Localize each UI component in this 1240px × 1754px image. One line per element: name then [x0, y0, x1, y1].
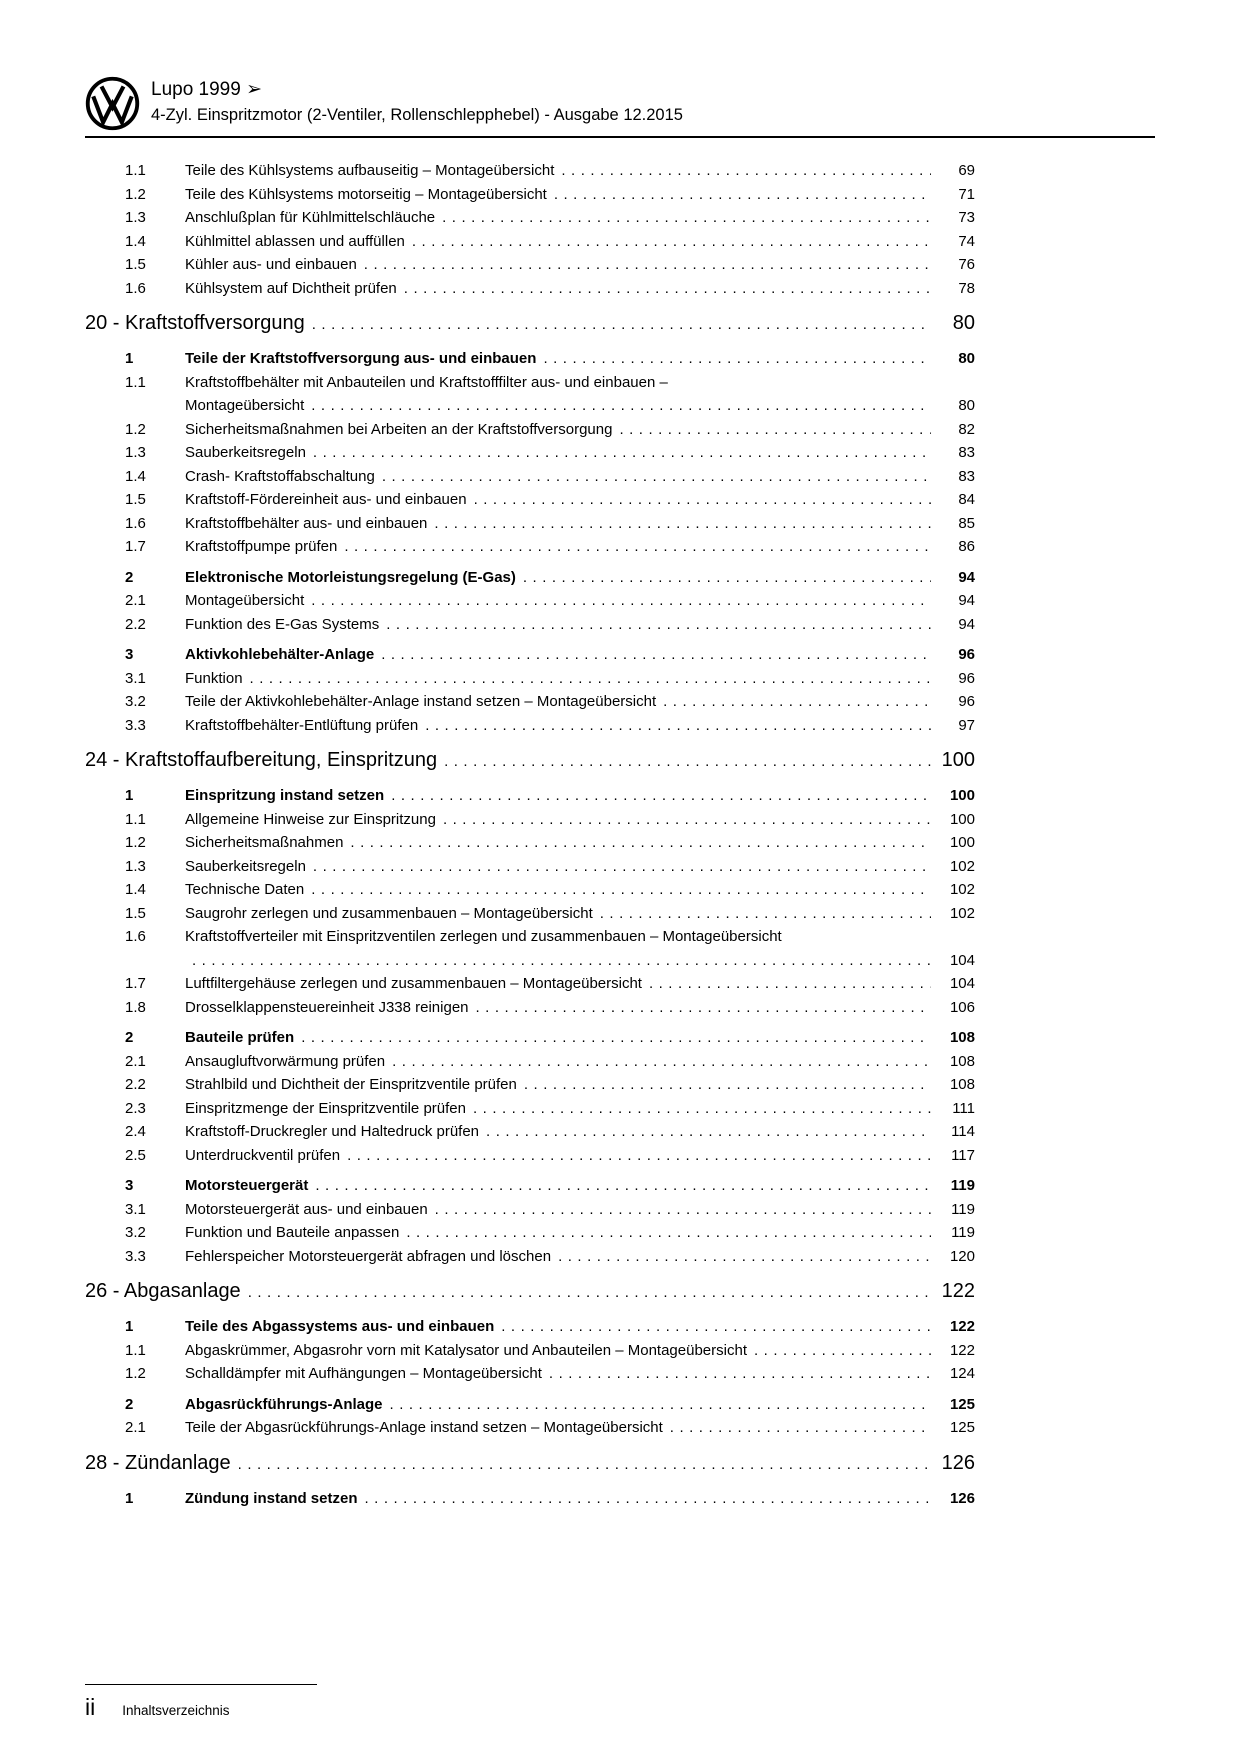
dot-leader: [435, 1198, 931, 1222]
dot-leader: [311, 589, 931, 613]
dot-leader: [392, 1050, 931, 1074]
entry-title: Teile des Kühlsystems motorseitig – Montageübersicht: [185, 185, 547, 203]
entry-page-number: 102: [949, 881, 975, 898]
entry-page-number: 120: [949, 1247, 975, 1265]
toc-entry: [85, 347, 975, 371]
dot-leader: [406, 1221, 931, 1245]
entry-title: Sauberkeitsregeln: [185, 857, 306, 875]
dot-leader: [473, 1097, 931, 1121]
entry-page-number: 102: [949, 857, 975, 875]
entry-number: 1.2: [125, 420, 146, 438]
entry-page-number: 108: [949, 1052, 975, 1070]
entry-title: Bauteile prüfen: [185, 1029, 295, 1046]
entry-number: 1.2: [125, 185, 146, 203]
entry-title: Kühlsystem auf Dichtheit prüfen: [185, 279, 397, 297]
toc-entry: [85, 371, 975, 418]
document-subtitle: 4-Zyl. Einspritzmotor (2-Ventiler, Rollenschlepphebel) - Ausgabe 12.2015: [151, 106, 683, 124]
entry-title: Teile der Abgasrückführungs-Anlage instand setzen – Montageübersicht: [185, 1419, 663, 1436]
entry-page-number: 125: [949, 1419, 975, 1436]
header-text-block: [151, 76, 683, 128]
toc-entry: [85, 878, 975, 902]
entry-title: Schalldämpfer mit Aufhängungen – Montageübersicht: [185, 1365, 542, 1382]
entry-title: Teile des Abgassystems aus- und einbauen: [185, 1318, 495, 1335]
dot-leader: [754, 1339, 931, 1363]
entry-number: 1.4: [125, 232, 146, 250]
dot-leader: [558, 1245, 931, 1269]
entry-number: 2.1: [125, 1419, 146, 1436]
dot-leader: [443, 808, 931, 832]
entry-page-number: 96: [958, 646, 975, 663]
toc-chapter-entry: [85, 745, 975, 777]
entry-number: 1.3: [125, 857, 146, 875]
entry-page-number: 119: [951, 1200, 975, 1218]
dot-leader: [312, 310, 931, 340]
entry-page-number: 76: [958, 256, 975, 273]
entry-page-number: 80: [958, 397, 975, 414]
dot-leader: [365, 1487, 932, 1511]
toc-entry: [85, 418, 975, 442]
entry-page-number: 124: [949, 1365, 975, 1382]
entry-page-number: 114: [951, 1123, 975, 1140]
toc-entry: [85, 441, 975, 465]
toc-chapter-entry: [85, 308, 975, 340]
entry-page-number: 78: [958, 279, 975, 297]
dot-leader: [501, 1315, 931, 1339]
toc-entry: [85, 1144, 975, 1168]
toc-entry: [85, 690, 975, 714]
entry-page-number: 94: [958, 592, 975, 609]
entry-title: Kraftstoffbehälter-Entlüftung prüfen: [185, 716, 419, 734]
entry-number: 1.6: [125, 514, 146, 532]
entry-title: Ansaugluftvorwärmung prüfen: [185, 1052, 386, 1070]
entry-number: 2.4: [125, 1123, 146, 1140]
toc-entry: [85, 1120, 975, 1144]
toc-entry: [85, 1221, 975, 1245]
toc-entry: [85, 1245, 975, 1269]
entry-title: Abgasrückführungs-Anlage: [185, 1395, 383, 1413]
toc-entry: [85, 784, 975, 808]
entry-number: 1.1: [125, 810, 146, 828]
entry-number: 3.2: [125, 693, 146, 710]
footer-page-number: ii: [85, 1694, 96, 1720]
toc-entry: [85, 855, 975, 879]
entry-title: Luftfiltergehäuse zerlegen und zusammenbauen – Montageübersicht: [185, 975, 642, 992]
entry-page-number: 104: [949, 951, 975, 969]
toc-entry: [85, 488, 975, 512]
entry-title: Funktion des E-Gas Systems: [185, 615, 380, 633]
dot-leader: [619, 418, 931, 442]
entry-number: 1: [125, 787, 134, 804]
entry-title: Allgemeine Hinweise zur Einspritzung: [185, 810, 436, 828]
toc-list: [85, 159, 975, 1510]
entry-page-number: 104: [949, 975, 975, 992]
entry-page-number: 96: [958, 693, 975, 710]
dot-leader: [344, 535, 931, 559]
toc-entry: [85, 1073, 975, 1097]
toc-entry: [85, 465, 975, 489]
entry-number: 1: [125, 1318, 134, 1335]
entry-number: 3.3: [125, 1247, 146, 1265]
entry-number: 1.4: [125, 467, 146, 485]
toc-entry: [85, 535, 975, 559]
entry-page-number: 85: [958, 514, 975, 532]
dot-leader: [364, 253, 931, 277]
page-header: [85, 76, 1155, 131]
entry-number: 1.2: [125, 834, 146, 851]
dot-leader: [391, 784, 931, 808]
toc-entry: [85, 1026, 975, 1050]
toc-entry: [85, 1198, 975, 1222]
entry-number: 3.2: [125, 1224, 146, 1241]
entry-title: Kühler aus- und einbauen: [185, 256, 357, 273]
entry-number: 1.1: [125, 162, 146, 179]
entry-title: Kraftstoffpumpe prüfen: [185, 538, 338, 555]
entry-number: 1.7: [125, 538, 146, 555]
entry-title: Kraftstoffverteiler mit Einspritzventilen zerlegen und zusammenbauen – Montageübersicht: [185, 928, 782, 945]
entry-title: 20 - Kraftstoffversorgung: [85, 312, 305, 334]
entry-page-number: 108: [949, 1076, 975, 1093]
toc-entry: [85, 714, 975, 738]
dot-leader: [543, 347, 931, 371]
page-footer: [85, 1684, 317, 1721]
entry-title: Kraftstoffbehälter aus- und einbauen: [185, 514, 428, 532]
entry-number: 2: [125, 568, 134, 586]
entry-number: 1: [125, 1489, 134, 1507]
toc-entry: [85, 808, 975, 832]
dot-leader: [554, 183, 931, 207]
toc-entry: [85, 643, 975, 667]
dot-leader: [404, 277, 931, 301]
toc-entry: [85, 1416, 975, 1440]
dot-leader: [442, 206, 931, 230]
toc-entry: [85, 1487, 975, 1511]
dot-leader: [250, 667, 931, 691]
dot-leader: [313, 441, 931, 465]
entry-title: Drosselklappensteuereinheit J338 reinigen: [185, 998, 469, 1016]
footer-label: Inhaltsverzeichnis: [122, 1703, 230, 1718]
entry-title: Saugrohr zerlegen und zusammenbauen – Montageübersicht: [185, 904, 593, 922]
entry-title: Einspritzmenge der Einspritzventile prüfen: [185, 1099, 466, 1117]
dot-leader: [248, 1278, 931, 1308]
toc-entry: [85, 972, 975, 996]
dot-leader: [670, 1416, 931, 1440]
toc-entry: [85, 996, 975, 1020]
entry-number: 1.1: [125, 1341, 146, 1359]
dot-leader: [649, 972, 931, 996]
entry-title: Fehlerspeicher Motorsteuergerät abfragen und löschen: [185, 1247, 552, 1265]
dot-leader: [474, 488, 931, 512]
entry-page-number: 126: [949, 1489, 975, 1507]
entry-title: Anschlußplan für Kühlmittelschläuche: [185, 209, 436, 226]
toc-entry: [85, 277, 975, 301]
dot-leader: [390, 1393, 931, 1417]
entry-number: 3.3: [125, 716, 146, 734]
dot-leader: [412, 230, 931, 254]
entry-number: 1.8: [125, 998, 146, 1016]
dot-leader: [425, 714, 931, 738]
entry-title: Motorsteuergerät: [185, 1177, 309, 1194]
entry-number: 2: [125, 1029, 134, 1046]
dot-leader: [347, 1144, 931, 1168]
entry-number: 3: [125, 1177, 134, 1194]
entry-title: Sicherheitsmaßnahmen bei Arbeiten an der Kraftstoffversorgung: [185, 420, 613, 438]
entry-title: Kühlmittel ablassen und auffüllen: [185, 232, 405, 250]
dot-leader: [561, 159, 931, 183]
entry-number: 2.1: [125, 1052, 146, 1070]
entry-page-number: 106: [949, 998, 975, 1016]
header-divider: [85, 136, 1155, 138]
toc-entry: [85, 230, 975, 254]
dot-leader: [301, 1026, 931, 1050]
dot-leader: [192, 949, 931, 973]
entry-page-number: 100: [949, 810, 975, 828]
entry-number: 1.6: [125, 279, 146, 297]
entry-title: Sauberkeitsregeln: [185, 444, 306, 461]
entry-page-number: 94: [958, 615, 975, 633]
entry-number: 2.3: [125, 1099, 146, 1117]
entry-page-number: 69: [958, 162, 975, 179]
entry-page-number: 94: [958, 568, 975, 586]
entry-number: 1.5: [125, 491, 146, 508]
toc-entry: [85, 1050, 975, 1074]
entry-page-number: 126: [941, 1451, 975, 1474]
toc-entry: [85, 1174, 975, 1198]
entry-title: Kraftstoff-Druckregler und Haltedruck prüfen: [185, 1123, 480, 1140]
dot-leader: [524, 1073, 931, 1097]
entry-page-number: 80: [958, 350, 975, 367]
dot-leader: [382, 465, 931, 489]
dot-leader: [549, 1362, 931, 1386]
entry-title: 26 - Abgasanlage: [85, 1280, 241, 1302]
entry-page-number: 119: [951, 1224, 975, 1241]
entry-page-number: 83: [958, 444, 975, 461]
toc-entry: [85, 1339, 975, 1363]
toc-entry: [85, 902, 975, 926]
dot-leader: [311, 878, 931, 902]
entry-page-number: 86: [958, 538, 975, 555]
entry-page-number: 84: [958, 491, 975, 508]
entry-page-number: 82: [958, 420, 975, 438]
entry-page-number: 80: [952, 312, 975, 334]
dot-leader: [663, 690, 931, 714]
entry-number: 1.7: [125, 975, 146, 992]
toc-entry: [85, 253, 975, 277]
entry-page-number: 119: [950, 1177, 975, 1194]
footer-text-block: [85, 1694, 317, 1721]
entry-number: 1.3: [125, 444, 146, 461]
dot-leader: [434, 512, 931, 536]
entry-number: 3.1: [125, 1200, 146, 1218]
model-title: Lupo 1999 ➢: [151, 79, 263, 100]
dot-leader: [381, 643, 931, 667]
toc-chapter-entry: [85, 1276, 975, 1308]
entry-page-number: 111: [952, 1099, 975, 1117]
toc-entry: [85, 183, 975, 207]
dot-leader: [386, 613, 931, 637]
toc-entry: [85, 613, 975, 637]
entry-page-number: 117: [951, 1146, 975, 1164]
entry-title: Elektronische Motorleistungsregelung (E-Gas): [185, 568, 516, 586]
toc-chapter-entry: [85, 1448, 975, 1480]
entry-page-number: 100: [949, 787, 975, 804]
toc-entry: [85, 566, 975, 590]
entry-page-number: 102: [949, 904, 975, 922]
dot-leader: [315, 1174, 931, 1198]
entry-title: Unterdruckventil prüfen: [185, 1146, 341, 1164]
entry-title: Funktion und Bauteile anpassen: [185, 1224, 400, 1241]
entry-number: 1.1: [125, 373, 146, 391]
entry-title: Teile der Aktivkohlebehälter-Anlage instand setzen – Montageübersicht: [185, 693, 657, 710]
entry-page-number: 108: [949, 1029, 975, 1046]
toc-entry: [85, 206, 975, 230]
dot-leader: [486, 1120, 931, 1144]
entry-number: 1.5: [125, 904, 146, 922]
entry-title: Montageübersicht: [185, 592, 305, 609]
entry-number: 1.4: [125, 881, 146, 898]
entry-title-continued: Montageübersicht: [185, 397, 305, 414]
entry-title: Kraftstoff-Fördereinheit aus- und einbauen: [185, 491, 467, 508]
entry-page-number: 97: [958, 716, 975, 734]
entry-page-number: 122: [941, 1280, 975, 1302]
entry-title: Zündung instand setzen: [185, 1489, 358, 1507]
entry-page-number: 100: [949, 834, 975, 851]
entry-number: 2: [125, 1395, 134, 1413]
toc-entry: [85, 667, 975, 691]
entry-number: 1: [125, 350, 134, 367]
toc-entry: [85, 512, 975, 536]
entry-number: 2.2: [125, 1076, 146, 1093]
dot-leader: [523, 566, 931, 590]
entry-number: 2.5: [125, 1146, 146, 1164]
footer-divider: [85, 1684, 317, 1685]
entry-title: Kraftstoffbehälter mit Anbauteilen und Kraftstofffilter aus- und einbauen –: [185, 373, 668, 391]
dot-leader: [313, 855, 931, 879]
entry-number: 3: [125, 646, 134, 663]
entry-number: 1.2: [125, 1365, 146, 1382]
entry-title: Teile des Kühlsystems aufbauseitig – Montageübersicht: [185, 162, 555, 179]
entry-page-number: 96: [958, 669, 975, 687]
dot-leader: [350, 831, 931, 855]
entry-page-number: 73: [958, 209, 975, 226]
entry-number: 2.2: [125, 615, 146, 633]
entry-title: Abgaskrümmer, Abgasrohr vorn mit Katalysator und Anbauteilen – Montageübersicht: [185, 1341, 747, 1359]
entry-page-number: 71: [958, 185, 975, 203]
entry-title: 28 - Zündanlage: [85, 1451, 231, 1474]
toc-entry: [85, 589, 975, 613]
toc-entry: [85, 1315, 975, 1339]
entry-title: Motorsteuergerät aus- und einbauen: [185, 1200, 428, 1218]
entry-title: Technische Daten: [185, 881, 305, 898]
entry-page-number: 74: [958, 232, 975, 250]
entry-title: Crash- Kraftstoffabschaltung: [185, 467, 375, 485]
entry-title: Teile der Kraftstoffversorgung aus- und einbauen: [185, 350, 537, 367]
dot-leader: [238, 1450, 931, 1480]
entry-page-number: 83: [958, 467, 975, 485]
entry-page-number: 100: [941, 749, 975, 771]
toc-entry: [85, 159, 975, 183]
entry-title: Strahlbild und Dichtheit der Einspritzventile prüfen: [185, 1076, 517, 1093]
entry-page-number: 122: [949, 1318, 975, 1335]
toc-entry: [85, 1097, 975, 1121]
entry-number: 2.1: [125, 592, 146, 609]
toc-entry: [85, 831, 975, 855]
toc-entry: [85, 1393, 975, 1417]
dot-leader: [444, 747, 931, 777]
entry-number: 1.6: [125, 928, 146, 945]
entry-number: 3.1: [125, 669, 146, 687]
dot-leader: [311, 394, 931, 418]
entry-title: Funktion: [185, 669, 243, 687]
entry-title: Sicherheitsmaßnahmen: [185, 834, 344, 851]
entry-page-number: 122: [949, 1341, 975, 1359]
entry-title: Einspritzung instand setzen: [185, 787, 385, 804]
entry-page-number: 125: [949, 1395, 975, 1413]
entry-title: Aktivkohlebehälter-Anlage: [185, 646, 375, 663]
entry-title: 24 - Kraftstoffaufbereitung, Einspritzung: [85, 749, 438, 771]
toc-entry: [85, 1362, 975, 1386]
vw-logo-icon: [85, 76, 140, 131]
dot-leader: [476, 996, 931, 1020]
dot-leader: [600, 902, 931, 926]
entry-number: 1.3: [125, 209, 146, 226]
toc-entry: [85, 925, 975, 972]
entry-number: 1.5: [125, 256, 146, 273]
